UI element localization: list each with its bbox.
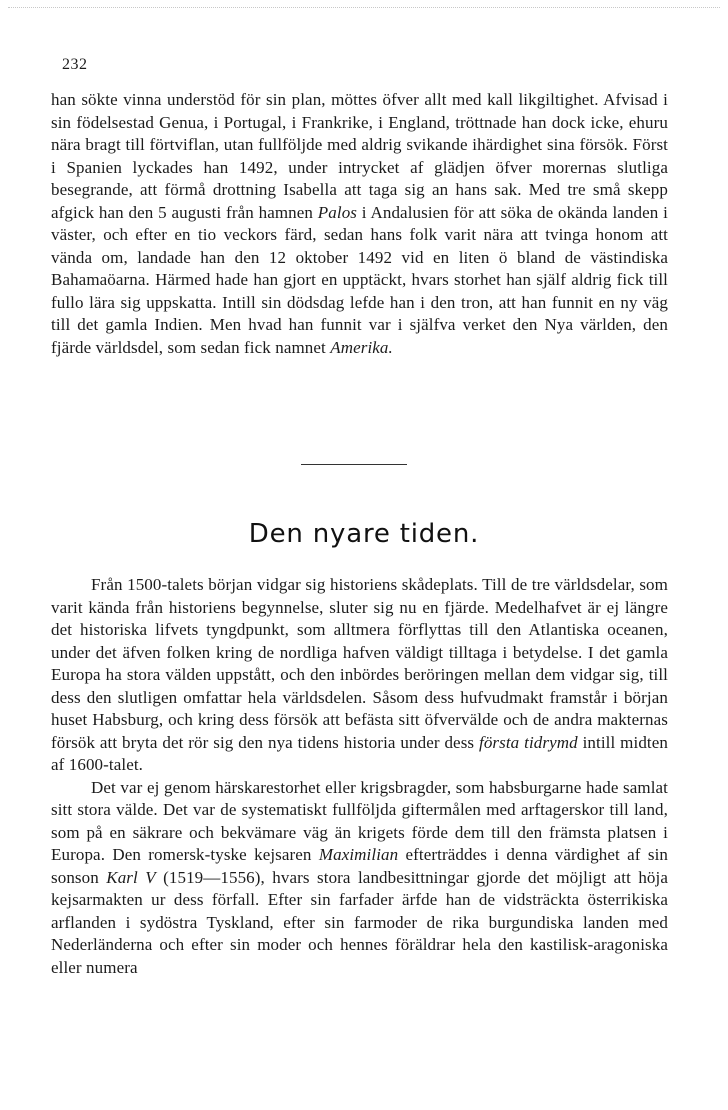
- top-edge-rule: [8, 7, 720, 8]
- text-run: Från 1500-talets början vidgar sig historiens skådeplats. Till de tre världsdelar, som varit kända från historiens begynnelse, sluter sig nu en fjärde. Medelhafvet är ej längre det historiska lifvets tyngdpunkt, som alltmera förflyttas till den Atlantiska oceanen, under det äfven folken kring de nordliga hafven väldigt tilltaga i betydelse. I det gamla Europa ha stora välden uppstått, och den inbördes beröringen mellan dem vidgar sig, till dess den slutligen omfattar hela världsdelen. Såsom dess hufvudmakt framstår i början huset Habsburg, och kring dess försök att befästa sitt öfvervälde och de andra makternas försök att bryta det rör sig den nya tidens historia under dess: [51, 575, 668, 752]
- text-run: han sökte vinna understöd för sin plan, möttes öfver allt med kall likgiltighet. Afvisad i sin födelsestad Genua, i Portugal, i Frankrike, i England, tröttnade han dock icke, ehuru nära bragt till förtviflan, utan fullföljde med aldrig svikande ihärdighet sina försök. Först i Spanien lyckades han 1492, under intrycket af glädjen öfver morernas slutliga besegrande, att förmå drottning Isabella att taga sig an hans sak. Med tre små skepp afgick han den 5 augusti från hamnen: [51, 90, 668, 222]
- section-heading: Den nyare tiden.: [248, 519, 480, 549]
- emphasis-maximilian: Maximilian: [318, 845, 399, 864]
- paragraph-habsburg: [51, 777, 668, 980]
- text-run: intill midten af 1600-talet.: [51, 732, 668, 774]
- section-body: [51, 574, 668, 979]
- emphasis-amerika: Amerika.: [330, 337, 393, 357]
- paragraph-columbus: [51, 89, 668, 359]
- emphasis-karl-v: Karl V: [106, 867, 156, 887]
- text-run: (1519—1556), hvars stora landbesittningar gjorde det möjligt att höja kejsarmakten ur dess förfall. Efter sin farfader ärfde han de vidsträckta österrikiska arflanden i sydöstra Tyskland, efter sin farmoder de rika burgundiska landen med Nederländerna och efter sin moder och hennes föräldrar hela den kastilisk-aragoniska eller numera: [51, 867, 668, 977]
- emphasis-palos: Palos: [317, 202, 358, 222]
- text-run: Det var ej genom härskarestorhet eller krigsbragder, som habsburgarne hade samlat sitt stora välde. Det var de systematiskt fullföljda giftermålen med arftagerskor till land, som på en säkrare och bekvämare väg än krigets förde dem till den främsta platsen i Europa. Den romersk-tyske kejsaren: [51, 777, 668, 864]
- paragraph-intro: [51, 574, 668, 777]
- emphasis-forsta-tidrymd: första tidrymd: [479, 732, 578, 752]
- section-continued-text: [51, 89, 668, 359]
- section-divider: [301, 464, 407, 465]
- text-run: efterträddes i denna värdighet af sin sonson: [51, 845, 668, 887]
- page-number: 232: [62, 56, 88, 73]
- text-run: i Andalusien för att söka de okända landen i väster, och efter en tio veckors färd, sedan hans folk varit nära att tvinga honom att vända om, landade han den 12 oktober 1492 vid en liten ö bland de västindiska Bahamaöarna. Härmed hade han gjort en upptäckt, hvars storhet han själf aldrig fick till fullo lära sig uppskatta. Intill sin dödsdag lefde han i den tron, att han funnit en ny väg till det gamla Indien. Men hvad han funnit var i själfva verket den Nya världen, den fjärde världsdel, som sedan fick namnet: [51, 202, 668, 357]
